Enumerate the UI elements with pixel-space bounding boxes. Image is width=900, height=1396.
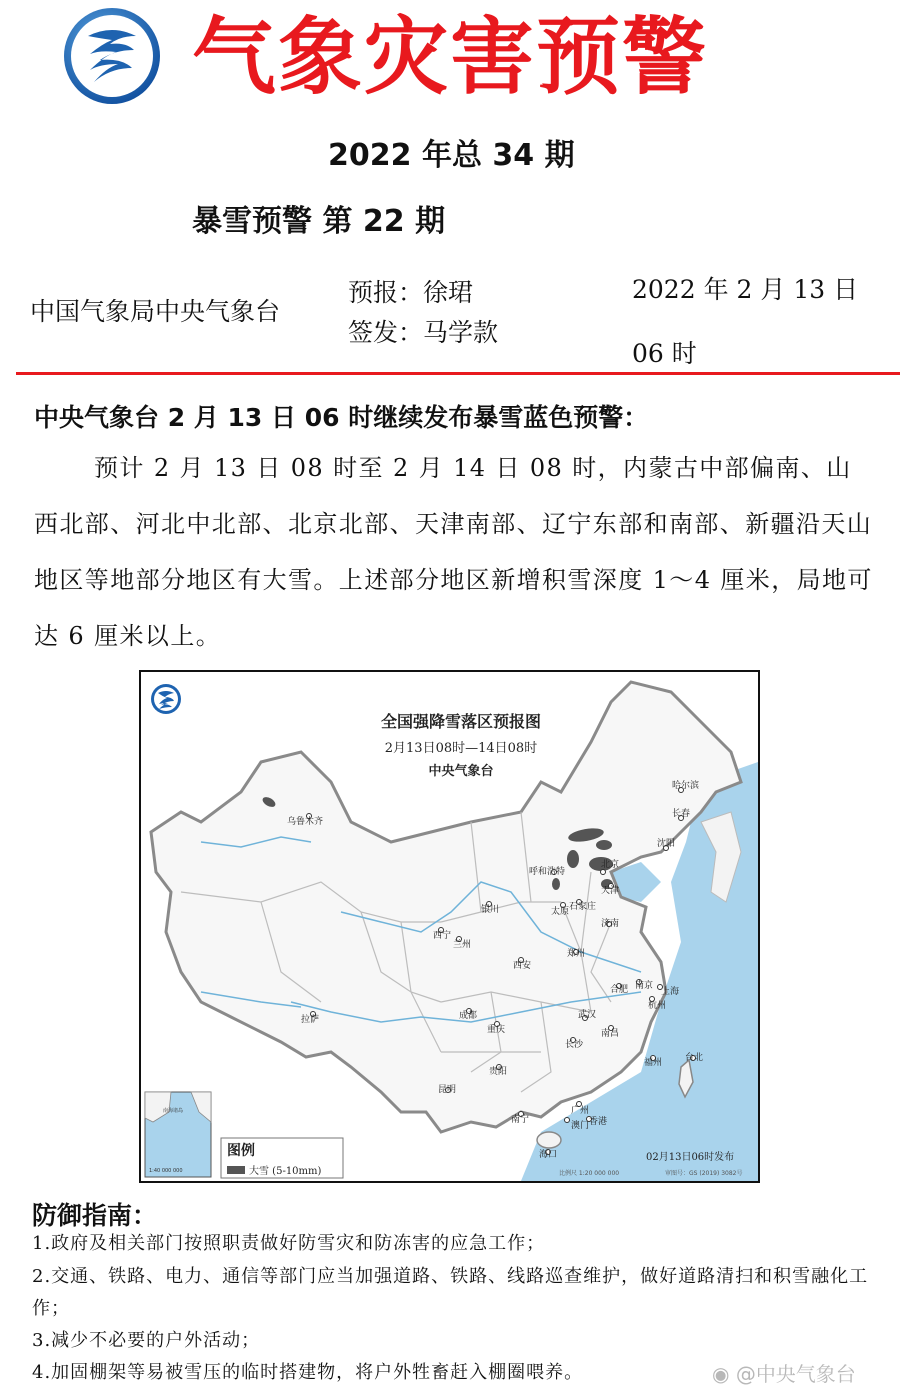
guide-item: 2.交通、铁路、电力、通信等部门应当加强道路、铁路、线路巡查维护，做好道路清扫和积雪融化工作； bbox=[32, 1266, 869, 1319]
city-label: 济南 bbox=[601, 919, 620, 929]
map-issued: 02月13日06时发布 bbox=[646, 1152, 735, 1163]
city-label: 哈尔滨 bbox=[672, 781, 700, 791]
city-label: 重庆 bbox=[487, 1025, 506, 1035]
map-graphic bbox=[141, 672, 758, 1181]
city-label: 南宁 bbox=[511, 1115, 530, 1125]
city-label: 合肥 bbox=[610, 985, 629, 995]
city-label: 成都 bbox=[459, 1011, 478, 1021]
inset-label: 南海诸岛 bbox=[163, 1108, 184, 1114]
organization: 中国气象局中央气象台 bbox=[30, 297, 281, 326]
city-label: 长春 bbox=[672, 809, 691, 819]
city-label: 台北 bbox=[685, 1053, 704, 1063]
guide-item: 4.加固棚架等易被雪压的临时搭建物，将户外牲畜赶入棚圈喂养。 bbox=[32, 1362, 584, 1383]
weibo-icon: ◉ bbox=[712, 1362, 736, 1386]
guide-item: 3.减少不必要的户外活动； bbox=[32, 1330, 261, 1351]
map-period: 2月13日08时—14日08时 bbox=[384, 741, 538, 756]
warning-body bbox=[34, 440, 874, 664]
city-label: 南京 bbox=[635, 981, 654, 991]
city-label: 广州 bbox=[571, 1106, 590, 1116]
map-approval: 审图号：GS (2019) 3082号 bbox=[665, 1170, 743, 1177]
map-scale: 比例尺 1:20 000 000 bbox=[559, 1170, 620, 1177]
city-label: 太原 bbox=[551, 907, 570, 917]
city-label: 乌鲁木齐 bbox=[287, 817, 324, 827]
map-legend bbox=[221, 1138, 343, 1178]
cma-logo-icon bbox=[60, 6, 164, 106]
city-label: 昆明 bbox=[438, 1085, 457, 1095]
divider-rule bbox=[16, 372, 900, 375]
issue-snow: 暴雪预警 第 22 期 bbox=[192, 204, 446, 239]
weibo-handle: @中央气象台 bbox=[735, 1362, 856, 1386]
city-label: 香港 bbox=[589, 1117, 608, 1127]
city-label: 西安 bbox=[513, 961, 532, 971]
map-logo-icon bbox=[151, 684, 181, 714]
issue-datetime: 2022 年 2 月 13 日 06 时 bbox=[632, 275, 859, 368]
city-label: 长沙 bbox=[565, 1040, 584, 1050]
warning-headline: 中央气象台 2 月 13 日 06 时继续发布暴雪蓝色预警： bbox=[34, 403, 649, 432]
city-label: 沈阳 bbox=[657, 839, 676, 849]
map-agency: 中央气象台 bbox=[428, 764, 494, 779]
legend-title: 图例 bbox=[227, 1143, 255, 1159]
city-label: 西宁 bbox=[433, 931, 452, 941]
city-label: 福州 bbox=[644, 1058, 663, 1068]
city-label: 兰州 bbox=[453, 940, 472, 950]
guide-item: 1.政府及相关部门按照职责做好防雪灾和防冻害的应急工作； bbox=[32, 1233, 546, 1254]
city-label: 上海 bbox=[661, 987, 680, 997]
city-label: 南昌 bbox=[601, 1029, 620, 1039]
city-label: 天津 bbox=[601, 886, 620, 896]
issuer: 签发：马学款 bbox=[348, 318, 499, 347]
city-label: 海口 bbox=[539, 1150, 558, 1160]
city-label: 呼和浩特 bbox=[529, 867, 566, 877]
warning-body-text: 预计 2 月 13 日 08 时至 2 月 14 日 08 时，内蒙古中部偏南、山西北部、河北中北部、北京北部、天津南部、辽宁东部和南部、新疆沿天山地区等地部分地区有大雪。上述部分地区新增积雪深度 1～4 厘米，局地可达 6 厘米以上。 bbox=[34, 454, 873, 650]
legend-item: 大雪 (5-10mm) bbox=[249, 1166, 322, 1177]
map-title: 全国强降雪落区预报图 bbox=[380, 712, 542, 731]
city-label: 贵阳 bbox=[489, 1067, 508, 1077]
city-label: 石家庄 bbox=[569, 902, 597, 912]
city-label: 澳门 bbox=[571, 1121, 590, 1131]
bulletin-title: 气象灾害预警 bbox=[192, 7, 709, 106]
forecaster: 预报：徐珺 bbox=[348, 278, 474, 307]
legend-swatch bbox=[227, 1166, 245, 1174]
hainan-land bbox=[537, 1132, 561, 1148]
snowfall-forecast-map bbox=[139, 670, 760, 1183]
city-label: 郑州 bbox=[567, 949, 586, 959]
city-label: 杭州 bbox=[648, 1001, 667, 1011]
issue-total: 2022 年总 34 期 bbox=[328, 138, 575, 173]
city-label: 拉萨 bbox=[301, 1015, 320, 1025]
city-label: 武汉 bbox=[578, 1010, 597, 1020]
south-china-sea-inset bbox=[145, 1092, 211, 1177]
guide-title: 防御指南： bbox=[32, 1201, 158, 1230]
city-label: 北京 bbox=[601, 860, 620, 870]
inset-scale: 1:40 000 000 bbox=[149, 1168, 183, 1174]
city-label: 银川 bbox=[481, 905, 500, 915]
weibo-watermark bbox=[712, 1358, 856, 1387]
